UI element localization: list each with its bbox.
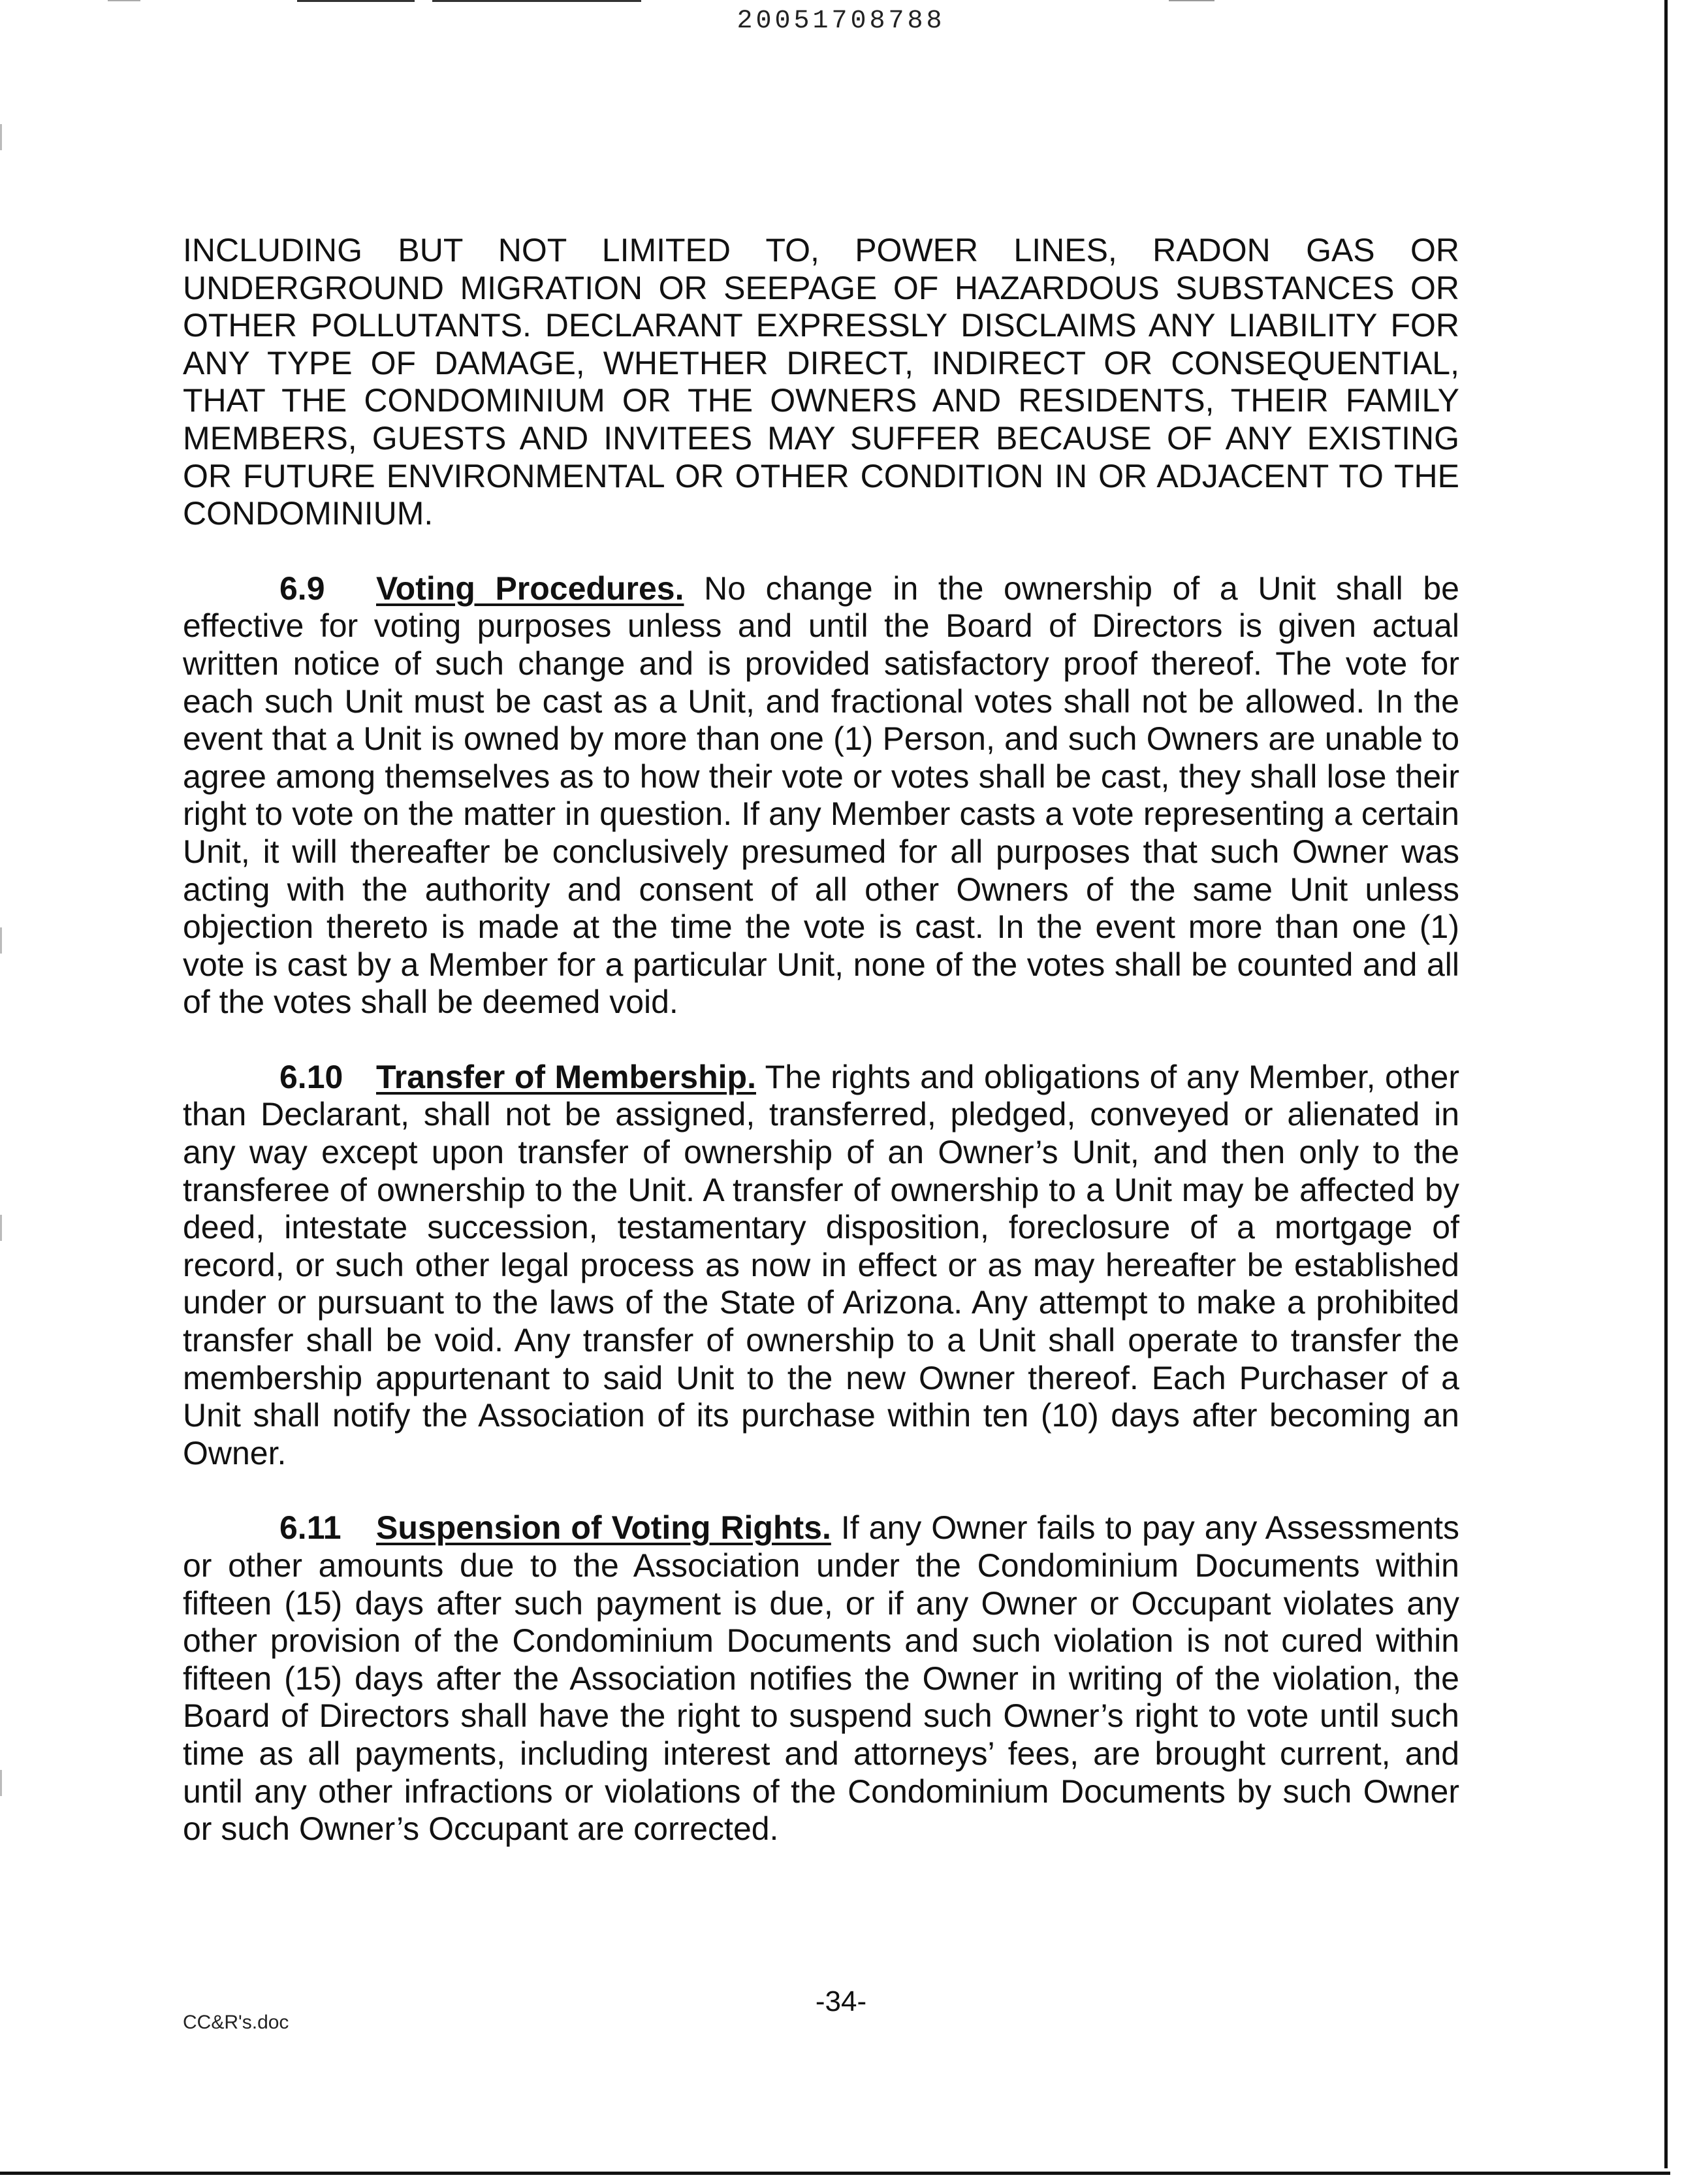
scan-margin-mark — [0, 1215, 2, 1241]
section-6-10 — [183, 1059, 1459, 1473]
scan-margin-mark — [0, 124, 2, 150]
section-text: If any Owner fails to pay any Assessments or other amounts due to the Association under the Condominium Documents within fifteen (15) days after such payment is due, or if any Owner or Occupant violates any other provision of the Condominium Documents and such violation is not cured within fifteen (15) days after the Association notifies the Owner in writing of the violation, the Board of Directors shall have the right to suspend such Owner’s right to vote until such time as all payments, including interest and attorneys’ fees, are brought current, and until any other infractions or violations of the Condominium Documents by such Owner or such Owner’s Occupant are corrected. — [183, 1509, 1459, 1848]
section-text: The rights and obligations of any Member, other than Declarant, shall not be assigned, transferred, pledged, conveyed or alienated in any way except upon transfer of ownership of an Owner’s Unit, and then only to the transferee of ownership to the Unit. A transfer of ownership to a Unit may be affected by deed, intestate succession, testamentary disposition, foreclosure of a mortgage of record, or such other legal process as now in effect or as may hereafter be established under or pursuant to the laws of the State of Arizona. Any attempt to make a prohibited transfer shall be void. Any transfer of ownership to a Unit shall operate to transfer the membership appurtenant to said Unit to the new Owner thereof. Each Purchaser of a Unit shall notify the Association of its purchase within ten (10) days after becoming an Owner. — [183, 1058, 1459, 1471]
section-title: Voting Procedures. — [376, 570, 684, 607]
section-text: No change in the ownership of a Unit shall be effective for voting purposes unless and until the Board of Directors is given actual written notice of such change and is provided satisfactory proof thereof. The vote for each such Unit must be cast as a Unit, and fractional votes shall not be allowed. In the event that a Unit is owned by more than one (1) Person, and such Owners are unable to agree among themselves as to how their vote or votes shall be cast, they shall lose their right to vote on the matter in question. If any Member casts a vote representing a certain Unit, it will thereafter be conclusively presumed for all purposes that such Owner was acting with the authority and consent of all other Owners of the same Unit unless objection thereto is made at the time the vote is cast. In the event more than one (1) vote is cast by a Member for a particular Unit, none of the votes shall be counted and all of the votes shall be deemed void. — [183, 570, 1459, 1021]
section-number: 6.11 — [279, 1509, 341, 1547]
scan-margin-mark — [0, 1770, 2, 1796]
document-body — [183, 232, 1459, 1886]
scan-top-rule — [1169, 0, 1214, 1]
section-number: 6.10 — [279, 1058, 343, 1095]
scan-top-rule — [432, 0, 641, 2]
section-6-9 — [183, 570, 1459, 1021]
section-title: Suspension of Voting Rights. — [376, 1509, 831, 1547]
section-6-11 — [183, 1509, 1459, 1848]
recording-number: 20051708788 — [737, 7, 945, 36]
scan-top-rule — [108, 0, 140, 1]
section-title: Transfer of Membership. — [376, 1058, 756, 1095]
file-name: CC&R's.doc — [183, 2012, 289, 2033]
scan-margin-mark — [0, 927, 2, 954]
scan-right-border — [1664, 0, 1668, 2168]
disclaimer-paragraph: INCLUDING BUT NOT LIMITED TO, POWER LINES, RADON GAS OR UNDERGROUND MIGRATION OR SEEPAGE OF HAZARDOUS SUBSTANCES OR OTHER POLLUTANTS. DECLARANT EXPRESSLY DISCLAIMS ANY LIABILITY FOR ANY TYPE OF DAMAGE, WHETHER DIRECT, INDIRECT OR CONSEQUENTIAL, THAT THE CONDOMINIUM OR THE OWNERS AND RESIDENTS, THEIR FAMILY MEMBERS, GUESTS AND INVITEES MAY SUFFER BECAUSE OF ANY EXISTING OR FUTURE ENVIRONMENTAL OR OTHER CONDITION IN OR ADJACENT TO THE CONDOMINIUM. — [183, 232, 1459, 532]
page-number: -34- — [815, 1985, 867, 2017]
scan-top-rule — [297, 0, 415, 2]
section-number: 6.9 — [279, 570, 325, 607]
scan-bottom-border — [0, 2172, 1670, 2175]
